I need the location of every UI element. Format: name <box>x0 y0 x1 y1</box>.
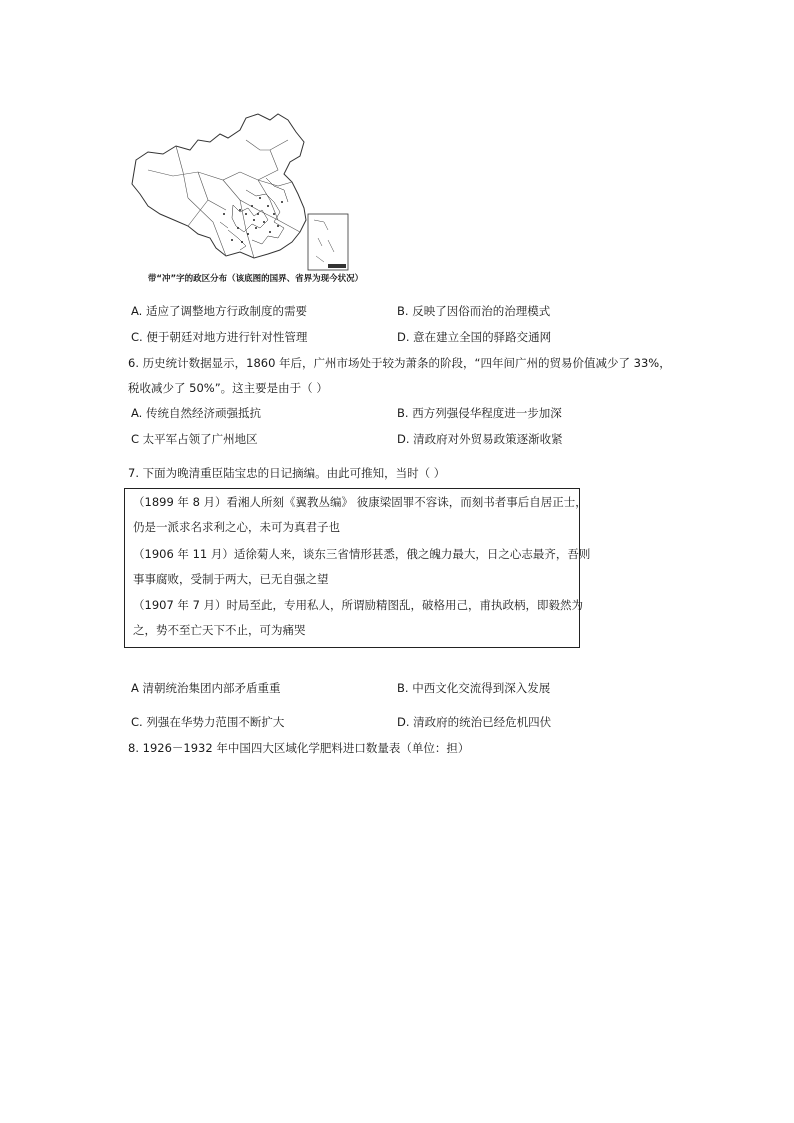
q7-option-b: B. 中西文化交流得到深入发展 <box>397 681 551 695</box>
q6-option-c: C 太平军占领了广州地区 <box>131 432 258 446</box>
q6-option-a: A. 传统自然经济顽强抵抗 <box>131 406 261 420</box>
q7-quote-box <box>124 488 591 648</box>
china-map-figure <box>128 110 378 275</box>
map-caption: 带“冲”字的政区分布（该底图的国界、省界为现今状况） <box>147 274 364 284</box>
quote-line: 仍是一派求名求利之心，未可为真君子也 <box>133 520 340 534</box>
china-map-image <box>128 110 378 275</box>
quote-line: 之，势不至亡天下不止，可为痛哭 <box>133 623 306 637</box>
q5-option-b: B. 反映了因俗而治的治理模式 <box>397 304 551 318</box>
quote-line: （1899 年 8 月）看湘人所刻《翼教丛编》 彼康梁固罪不容诛，而刻书者事后自居正士， <box>133 495 587 509</box>
q8-stem: 8. 1926－1932 年中国四大区域化学肥料进口数量表（单位：担） <box>128 741 470 755</box>
q7-option-a: A 清朝统治集团内部矛盾重重 <box>131 681 281 695</box>
q7-option-c: C. 列强在华势力范围不断扩大 <box>131 715 285 729</box>
q6-stem-line2: 税收减少了 50%”。这主要是由于（ ） <box>128 381 328 395</box>
quote-line: （1906 年 11 月）适徐菊人来，谈东三省情形甚悉，俄之魄力最大，日之心志最齐，吾则 <box>133 547 591 561</box>
q5-option-a: A. 适应了调整地方行政制度的需要 <box>131 304 307 318</box>
q6-option-b: B. 西方列强侵华程度进一步加深 <box>397 406 562 420</box>
q5-option-d: D. 意在建立全国的驿路交通网 <box>397 330 552 344</box>
q7-stem: 7. 下面为晚清重臣陆宝忠的日记摘编。由此可推知，当时（ ） <box>128 466 446 480</box>
quote-line: （1907 年 7 月）时局至此，专用私人，所谓励精图乱，破格用己，甫执政柄，即毅然为 <box>133 598 584 612</box>
q5-option-c: C. 便于朝廷对地方进行针对性管理 <box>131 330 308 344</box>
q7-option-d: D. 清政府的统治已经危机四伏 <box>397 715 552 729</box>
q6-stem-line1: 6. 历史统计数据显示，1860 年后，广州市场处于较为萧条的阶段，“四年间广州的贸易价值减少了 33%， <box>128 356 671 370</box>
q6-option-d: D. 清政府对外贸易政策逐渐收紧 <box>397 432 563 446</box>
quote-line: 事事腐败，受制于两大，已无自强之望 <box>133 572 329 586</box>
